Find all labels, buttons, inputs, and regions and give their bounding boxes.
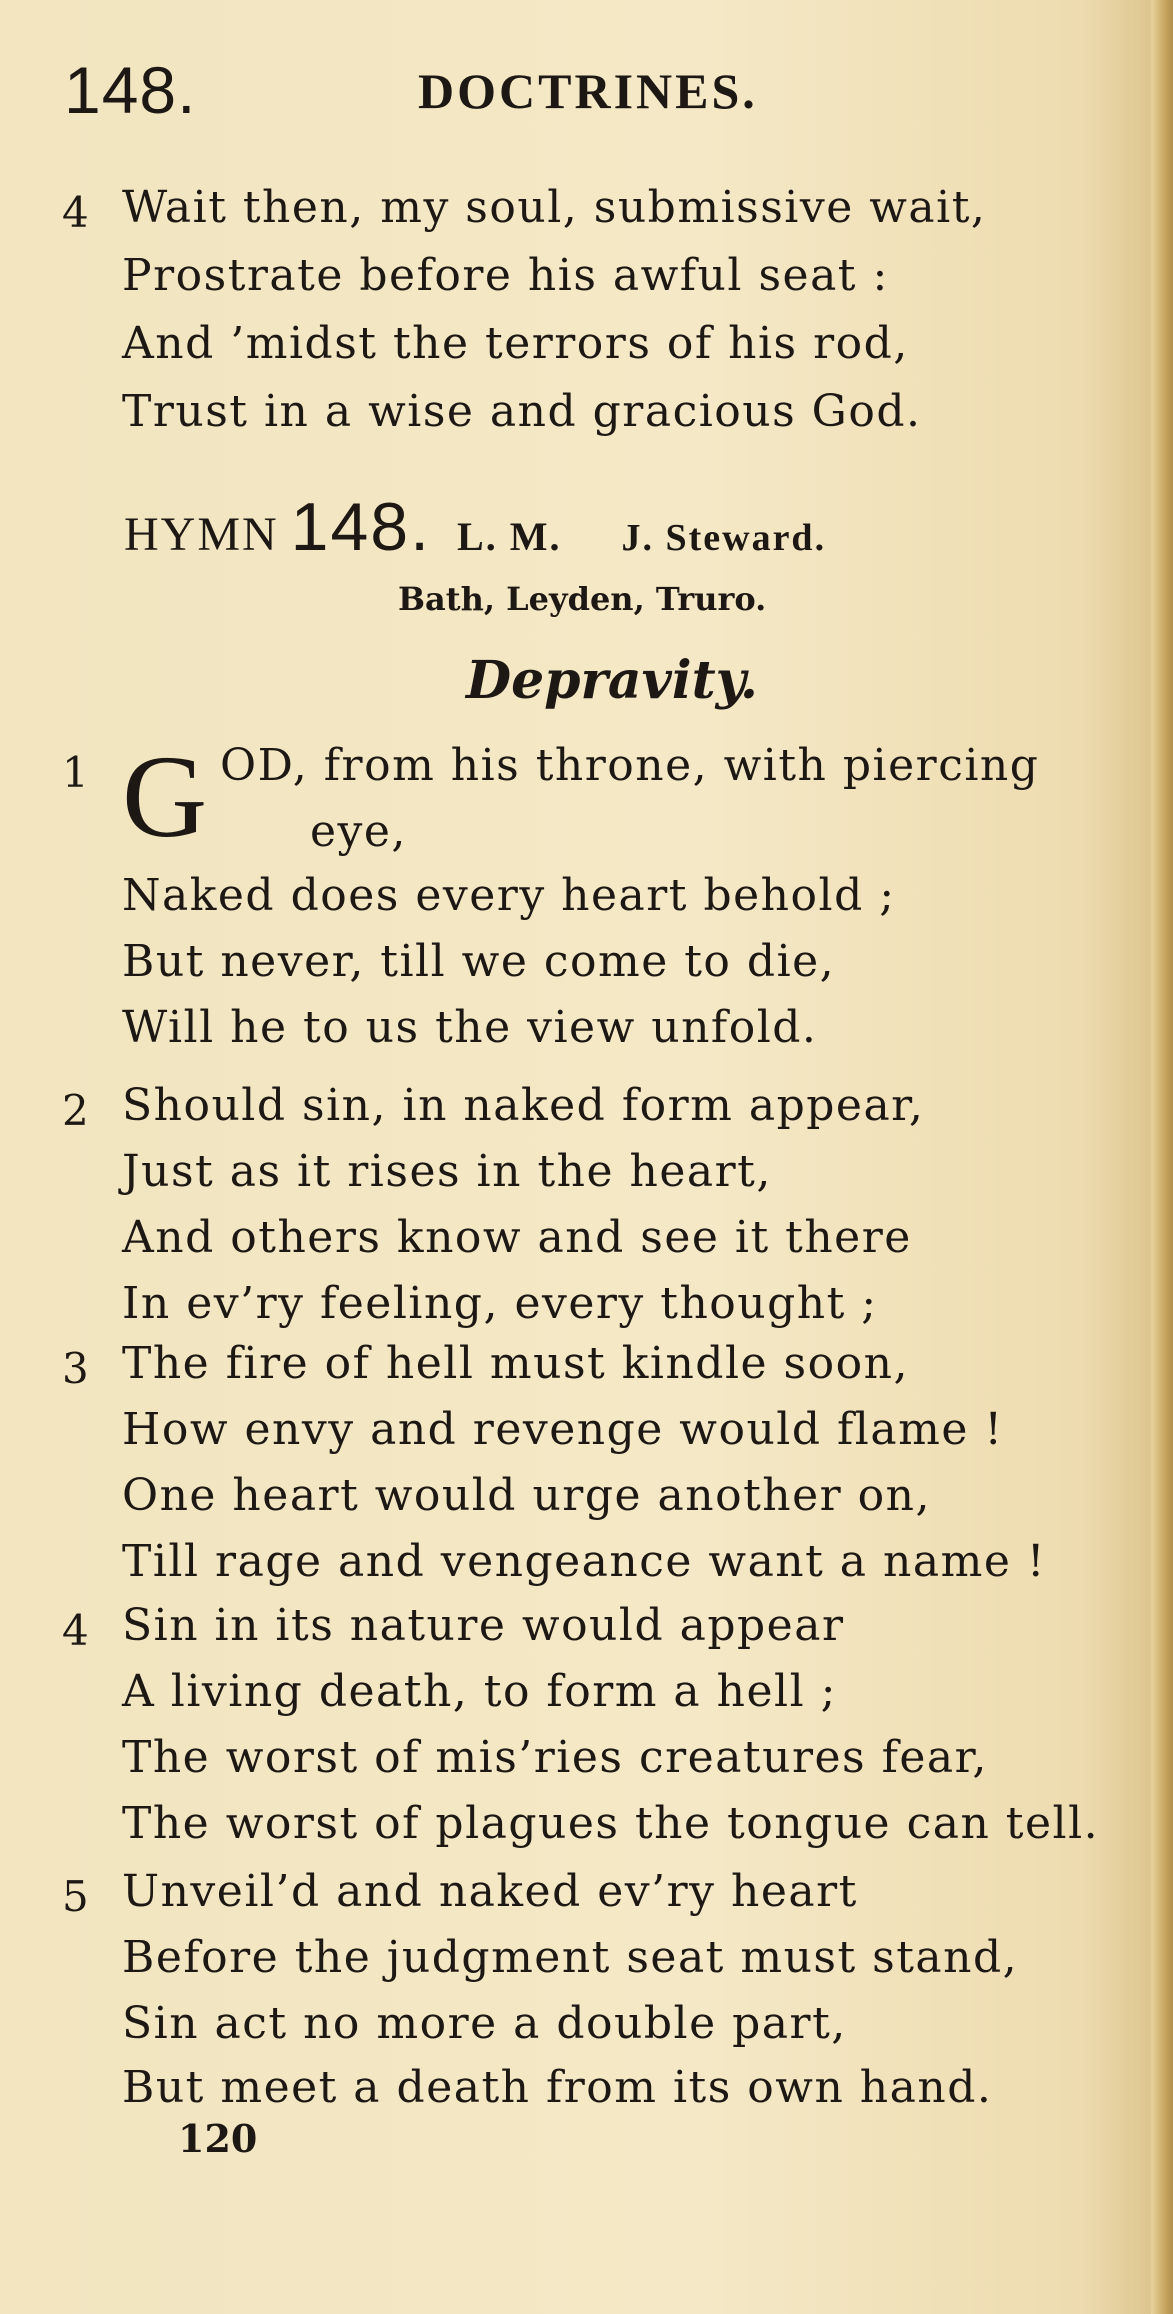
verse-line: Unveil’d and naked ev’ry heart [122,1866,858,1917]
stanza-number: 5 [62,1872,89,1921]
stanza-number: 2 [62,1086,89,1135]
page-number: 148. [64,53,197,127]
stanza-number: 1 [62,748,89,797]
verse-line: The fire of hell must kindle soon, [122,1338,909,1389]
verse-line: How envy and revenge would flame ! [122,1404,1004,1455]
verse-line: The worst of mis’ries creatures fear, [122,1732,988,1783]
verse-line: And others know and see it there [122,1212,912,1263]
tune-names: Bath, Leyden, Truro. [398,580,767,618]
hymn-subject: Depravity. [466,650,758,711]
verse-line: Trust in a wise and gracious God. [122,386,922,437]
drop-cap: G [122,731,208,862]
verse-line: Prostrate before his awful seat : [122,250,889,301]
verse-line: OD, from his throne, with piercing [220,740,1040,791]
verse-line: Till rage and vengeance want a name ! [122,1536,1047,1587]
hymn-label: HYMN [124,508,279,561]
verse-line: Just as it rises in the heart, [122,1146,772,1197]
verse-line: The worst of plagues the tongue can tell. [122,1798,1100,1849]
verse-line: eye, [310,806,407,857]
hymn-heading [124,488,826,566]
running-title: DOCTRINES. [418,63,758,119]
page-edge [1151,0,1173,2314]
verse-line: A living death, to form a hell ; [122,1666,837,1717]
signature-mark: 120 [178,2116,258,2161]
verse-line: But meet a death from its own hand. [122,2062,993,2113]
verse-line: And ’midst the terrors of his rod, [122,318,909,369]
verse-line: Should sin, in naked form appear, [122,1080,925,1131]
hymn-meter: L. M. [457,514,562,559]
stanza-number: 3 [62,1344,89,1393]
stanza-number: 4 [62,1606,89,1655]
verse-line: Wait then, my soul, submissive wait, [122,182,987,233]
stanza-number: 4 [62,188,89,237]
verse-line: But never, till we come to die, [122,936,836,987]
verse-line: Sin act no more a double part, [122,1998,847,2049]
verse-line: Before the judgment seat must stand, [122,1932,1019,1983]
hymn-author: J. Steward. [621,517,827,559]
verse-line: Naked does every heart behold ; [122,870,896,921]
verse-line: One heart would urge another on, [122,1470,931,1521]
hymn-number: 148. [290,489,432,565]
verse-line: Sin in its nature would appear [122,1600,845,1651]
verse-line: In ev’ry feeling, every thought ; [122,1278,878,1329]
verse-line: Will he to us the view unfold. [122,1002,818,1053]
